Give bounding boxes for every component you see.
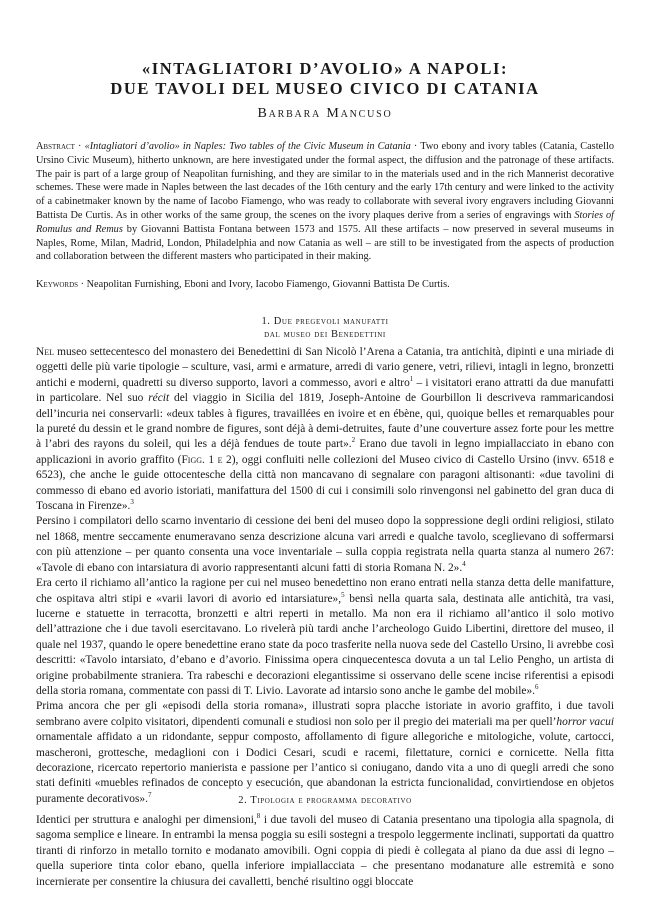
paragraph-4-text-b: ornamentale affidato a un ridondante, seppur composto, affollamento di figure allegoriche e mitologiche, volute, cartocci, mascheroni, grottesche, medaglioni con i Dodici Cesari, scudi e racemi, filettature, cornici e cornicette. Nella fitta decorazione, ricercato repertorio manierista e passione per l’antico si coniugano, dando vita a uno di quegli arredi che sono stati definiti «muebles refinados de concepto y esecución, que abandonan la estricta funcionalidad, convirtiendose en objetos puramente decorativos».: [36, 731, 614, 805]
footnote-ref-8[interactable]: 8: [256, 812, 261, 821]
paragraph-4-text-a: Prima ancora che per gli «episodi della storia romana», illustrati sopra placche istoriate in avorio graffito, i due tavoli sembrano avere colpito visitatori, dipendenti comunali e studiosi non solo per il pregio dei materiali ma per quell’: [36, 700, 614, 728]
section-1-heading-line-1: 1. Due pregevoli manufatti: [261, 316, 389, 327]
paragraph-5-text-b: i due tavoli del museo di Catania presentano una tipologia alla spagnola, di sagoma semplice e lineare. In entrambi la mensa poggia su esili sostegni a trespolo leggermente inclinati, supportati da quattro tiranti di rinforzo in metallo tornito e modanato amovibili. Ogni coppia di piedi è collegata al piano da due assi di legno – quella superiore tinta color ebano, quella inferiore impiallacciata – che presentano modanature alle estremità e sono incernierate per consentire la chiusura dei cavalletti, benché risultino oggi bloccate: [36, 814, 614, 888]
footnote-ref-1[interactable]: 1: [409, 375, 414, 384]
paragraph-1-text-d: Erano due tavoli in legno impiallacciato in ebano con applicazioni in avorio graffito (: [36, 438, 614, 466]
lead-word: Nel: [36, 346, 54, 358]
abstract-title: «Intagliatori d’avolio» in Naples: Two tables of the Civic Museum in Catania: [84, 141, 411, 152]
keywords-text: · Neapolitan Furnishing, Eboni and Ivory, Iacobo Fiamengo, Giovanni Battista De Curtis.: [78, 279, 450, 290]
abstract-label: Abstract: [36, 141, 75, 152]
article-title-line-1: «INTAGLIATORI D’AVOLIO» A NAPOLI:: [141, 59, 509, 78]
keywords: [36, 278, 614, 292]
abstract-text: · Two ebony and ivory tables (Catania, Castello Ursino Civic Museum), hitherto unknown, are here investigated under the formal aspect, the diffusion and the patronage of these artifacts. The pair is part of a large group of Neapolitan furnishing, and they are similar to in the materials used and in the rich Mannerist decorative schemes. These were made in Naples between the last decades of the 16th century and the early 17th century and were linked to the activity of a cabinetmaker known by the name of Iacobo Fiamengo, who was ready to collaborate with several ivory engravers including Giovanni Battista De Curtis. As in other works of the same group, the scenes on the ivory plaques derive from a series of engravings with: [36, 141, 614, 221]
paragraph-2-text: Persino i compilatori dello scarno inventario di cessione dei beni del museo dopo la soppressione degli ordini religiosi, stilato nel 1868, mentre seccamente enumeravano senza descrizione alcuna vari arredi e qualche tavolo, sceglievano di soffermarsi con più attenzione – per quanto consenta una voce inventariale – sulla coppia registrata nella quarta stanza al numero 267: «Tavole di ebano con intarsiatura di avorio rappresentanti alcuni fatti di storia Romana N. 2».: [36, 515, 614, 574]
footnote-ref-2[interactable]: 2: [351, 436, 356, 445]
section-2-body: [36, 813, 614, 890]
paragraph-4-italic: horror vacui: [556, 715, 614, 728]
figure-reference[interactable]: Figg. 1 e 2: [181, 453, 232, 466]
section-1-heading-line-2: dal museo dei Benedettini: [264, 329, 386, 340]
paragraph-1-text-c: del viaggio in Sicilia del 1819, Joseph-Antoine de Gourbillon li descriveva rammaricandosi dell’incuria nei conservarli: «deux tables à figures, travaillées en ivoire et en ébène, qui, quoique belles et remarquables pour la pureté du dessin et le grand nombre de figures, sont déjà à demi-detruites, faute d’une couverture assez forte pour les mettre à l’abri des rayons du soleil, qui les a déjà fendues de toute part».: [36, 392, 614, 451]
footnote-ref-4[interactable]: 4: [462, 559, 466, 568]
keywords-label: Keywords: [36, 279, 79, 290]
author-name: Barbara Mancuso: [257, 106, 393, 121]
paragraph-3: [36, 576, 614, 699]
abstract: Abstract · «Intagliatori d’avolio» in Naples: Two tables of the Civic Museum in Catania · Two ebony and ivory tables (Catania, Castello Ursino Civic Museum), hitherto unknown, are here investigated under the formal aspect, the diffusion and the patronage of these artifacts. The pair is part of a large group of Neapolitan furnishing, and they are similar to in the materials used and in the rich Mannerist decorative schemes. These were made in Naples between the last decades of the 16th century and the early 17th century and were linked to the activity of a cabinetmaker known by the name of Iacobo Fiamengo, who was ready to collaborate with several ivory engravers including Giovanni Battista De Curtis. As in other works of the same group, the scenes on the ivory plaques derive from a series of engravings with Stories of Romulus and Remus by Giovanni Battista Fontana between 1573 and 1575. All these artifacts – now preserved in several museums in Naples, Rome, Milan, Madrid, London, Philadelphia and now Catania as well – are still to be investigated from the aspects of production and collaboration between the different masters who participated in their making.: [36, 141, 614, 263]
footnote-ref-3[interactable]: 3: [130, 498, 134, 507]
paragraph-5-text-a: Identici per struttura e analoghi per dimensioni,: [36, 814, 257, 826]
footnote-ref-7[interactable]: 7: [147, 790, 152, 799]
footnote-ref-6[interactable]: 6: [535, 683, 539, 692]
abstract-text-end: by Giovanni Battista Fontana between 1573 and 1575. All these artifacts – now preserved in several museums in Naples, Rome, Milan, Madrid, London, Philadelphia and now Catania as well – are still to be investigated from the aspects of production and collaboration between the different masters who participated in their making.: [36, 223, 614, 263]
paragraph-3-text-a: Era certo il richiamo all’antico la ragione per cui nel museo benedettino non erano entrati nella stanza detta delle manifatture, che ospitava altri stipi e «varii lavori di avorio ed intarsiature»,: [36, 577, 614, 605]
paragraph-1-text-b: – i visitatori erano attratti da due manufatti in particolare. Nel suo: [36, 376, 614, 405]
paragraph-1-text-e: ), oggi confluiti nelle collezioni del Museo civico di Castello Ursino (invv. 6518 e 6523), che anche le guide ottocentesche della città non mancavano di segnalare con paragoni altisonanti: «due tavolini di commesso di ebano ed avorio istoriati, manifattura del 1500 di cui i consimili solo rinvengonsi nel gabinetto del gran duca di Toscana in Firenze».: [36, 453, 614, 513]
paragraph-1-italic: récit: [148, 392, 170, 405]
paragraph-3-text-b: bensì nella quarta sala, destinata alle antichità, tra vasi, lucerne e statuette in terracotta, bronzetti e altri reperti in metallo. Ma non era il richiamo all’antico il solo motivo dell’attrazione che i due tavoli esercitavano. Lo rivelerà più tardi anche l’archeologo Guido Libertini, direttore del museo, il quale nel 1937, quando le opere benedettine erano state da poco trasferite nella nuova sede del Castello Ursino, li avrebbe così descritti: «Tavolo intarsiato, d’ebano e d’avorio. Finissima opera cinquecentesca dovuta a un tal Lelio Pengho, un artista di origine probabilmente straniera. Tra rabeschi e decorazioni elegantissime si osservano delle scene incise riferentisi a episodi della storia romana, commentate con passi di T. Livio. Lavorate ad intarsio sono anche le gambe del mobile».: [36, 592, 614, 697]
paragraph-1-text-a: museo settecentesco del monastero dei Benedettini di San Nicolò l’Arena a Catania, tra antichità, dipinti e una miriade di oggetti delle più varie tipologie – sculture, vasi, armi e armature, arredi di vario genere, vetri, rilievi, intagli in legno, bronzetti antichi e moderni, quadretti su diverso supporto, lavori a commesso, avori e altro: [36, 346, 614, 389]
paragraph-2: [36, 514, 614, 576]
footnote-ref-5[interactable]: 5: [341, 590, 345, 599]
abstract-italic-title: Stories of Romulus and Remus: [36, 209, 614, 235]
section-1-body: [36, 345, 614, 807]
article-title-line-2: DUE TAVOLI DEL MUSEO CIVICO DI CATANIA: [110, 79, 540, 98]
paragraph-4: [36, 699, 614, 807]
section-2-heading: 2. Tipologia e programma decorativo: [238, 795, 412, 806]
paragraph-1: [36, 345, 614, 514]
section-1-heading: [36, 315, 614, 341]
paragraph-5: [36, 813, 614, 890]
